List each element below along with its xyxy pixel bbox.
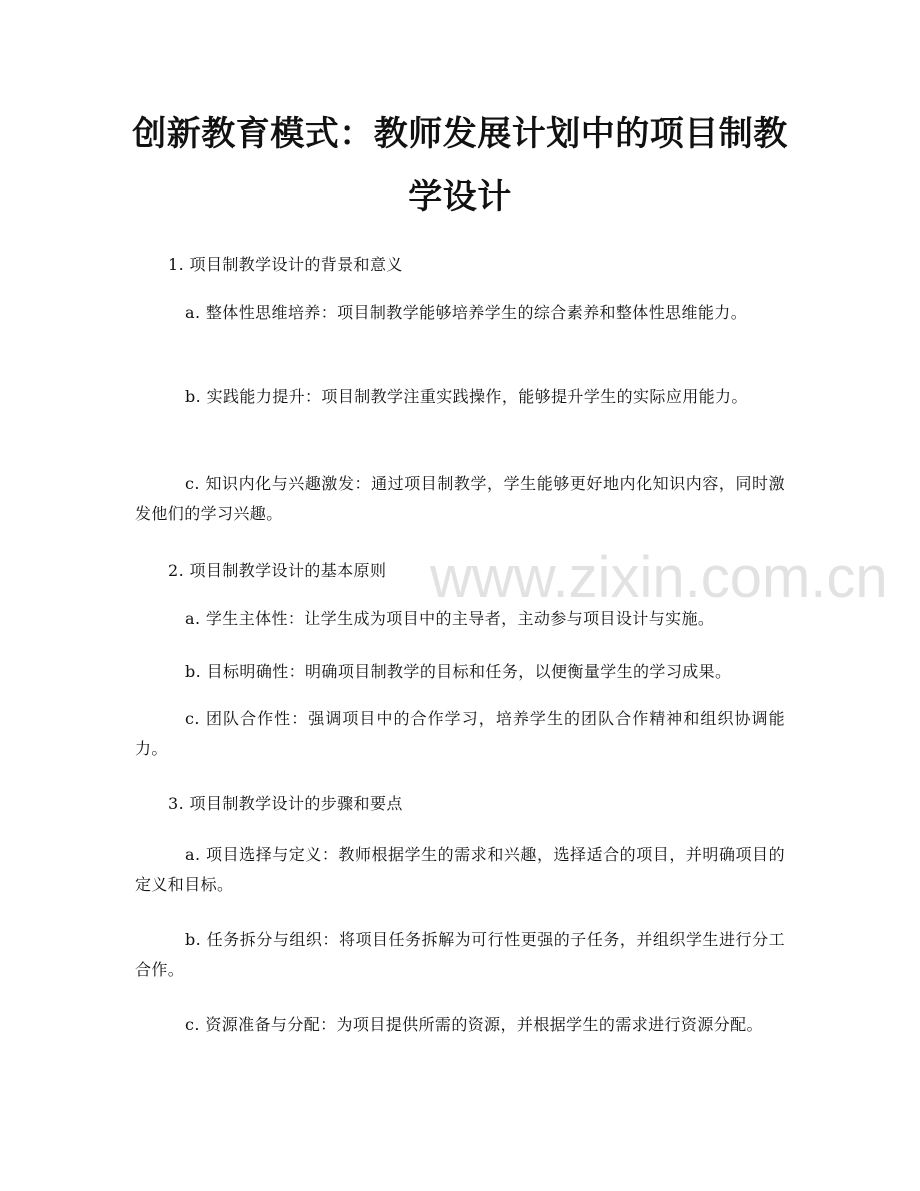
section-heading-2: 2. 项目制教学设计的基本原则 [168, 561, 387, 580]
section-2-item-b: b. 目标明确性：明确项目制教学的目标和任务，以便衡量学生的学习成果。 [185, 662, 732, 681]
section-2-item-c: c. 团队合作性：强调项目中的合作学习，培养学生的团队合作精神和组织协调能力。 [135, 709, 785, 758]
section-3-item-b: b. 任务拆分与组织：将项目任务拆解为可行性更强的子任务，并组织学生进行分工合作。 [135, 930, 785, 979]
section-3-item-a: a. 项目选择与定义：教师根据学生的需求和兴趣，选择适合的项目，并明确项目的定义和目标。 [135, 845, 785, 894]
section-heading-1: 1. 项目制教学设计的背景和意义 [168, 255, 403, 274]
section-heading-3: 3. 项目制教学设计的步骤和要点 [168, 794, 403, 813]
page-title: 创新教育模式：教师发展计划中的项目制教学设计 [132, 114, 788, 217]
watermark-text: www.zixin.com.cn [430, 545, 888, 610]
section-1-item-c: c. 知识内化与兴趣激发：通过项目制教学，学生能够更好地内化知识内容，同时激发他们的学习兴趣。 [135, 474, 785, 523]
section-2-item-a: a. 学生主体性：让学生成为项目中的主导者，主动参与项目设计与实施。 [185, 609, 715, 628]
section-3-item-c: c. 资源准备与分配：为项目提供所需的资源，并根据学生的需求进行资源分配。 [185, 1015, 763, 1034]
section-1-item-b: b. 实践能力提升：项目制教学注重实践操作，能够提升学生的实际应用能力。 [185, 387, 748, 406]
section-1-item-a: a. 整体性思维培养：项目制教学能够培养学生的综合素养和整体性思维能力。 [185, 303, 748, 322]
